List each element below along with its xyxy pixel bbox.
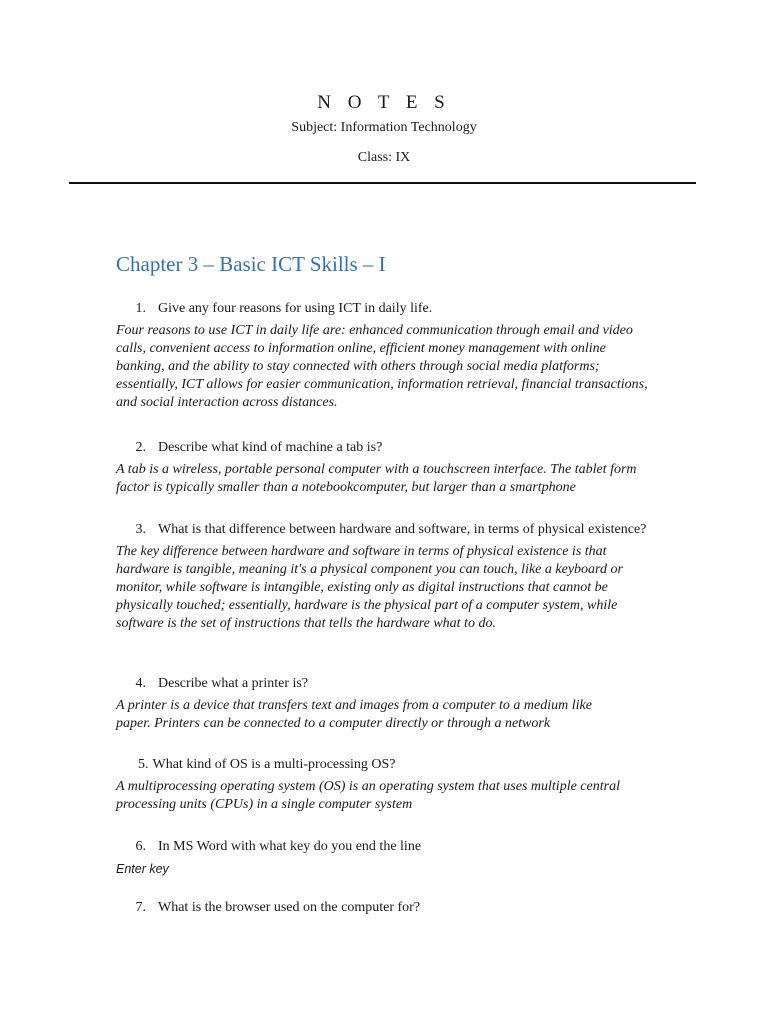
qa-item-3 (116, 521, 656, 633)
question-7 (116, 899, 656, 917)
question-text: What is the browser used on the computer for? (158, 900, 421, 915)
question-4 (116, 675, 656, 693)
subject-line: Subject: Information Technology (291, 120, 477, 135)
question-5 (116, 756, 656, 774)
question-number: 3. (135, 522, 146, 537)
question-6 (116, 838, 656, 856)
question-number: 1. (135, 301, 146, 316)
question-3 (116, 521, 656, 539)
question-text: In MS Word with what key do you end the line (158, 839, 422, 854)
question-number: 5. (138, 757, 149, 772)
answer-5: A multiprocessing operating system (OS) is an operating system that uses multiple central processing units (CPUs) in a single computer system (116, 779, 620, 812)
notes-title: N O T E S (317, 92, 451, 113)
header-divider (69, 182, 696, 184)
answer-4: A printer is a device that transfers text and images from a computer to a medium like paper. Printers can be connected to a computer directly or through a network (116, 698, 592, 731)
class-line: Class: IX (357, 150, 411, 165)
answer-1: Four reasons to use ICT in daily life are: enhanced communication through email and video calls, convenient access to information online, efficient money management with online banking, and the ability to stay connected with others through social media platforms; essentially, ICT allows for easier communication, information retrieval, financial transactions, and social interaction across distances. (116, 323, 648, 410)
chapter-heading: Chapter 3 – Basic ICT Skills – I (116, 252, 386, 276)
answer-6: Enter key (116, 862, 169, 876)
question-2 (116, 439, 656, 457)
question-1 (116, 300, 656, 318)
question-text: Describe what kind of machine a tab is? (158, 440, 383, 455)
question-text: Describe what a printer is? (158, 676, 309, 691)
qa-item-6 (116, 838, 656, 878)
question-text: What kind of OS is a multi-processing OS? (152, 757, 396, 772)
question-text: What is that difference between hardware and software, in terms of physical existence? (158, 522, 647, 537)
qa-item-2 (116, 439, 656, 497)
qa-item-1 (116, 300, 656, 412)
question-number: 6. (135, 839, 146, 854)
qa-item-5 (116, 756, 656, 814)
answer-2: A tab is a wireless, portable personal computer with a touchscreen interface. The tablet form factor is typically smaller than a notebookcomputer, but larger than a smartphone (116, 462, 637, 495)
qa-item-7 (116, 899, 656, 917)
question-number: 7. (135, 900, 146, 915)
qa-item-4 (116, 675, 656, 733)
question-text: Give any four reasons for using ICT in daily life. (158, 301, 433, 316)
answer-3: The key difference between hardware and software in terms of physical existence is that hardware is tangible, meaning it's a physical component you can touch, like a keyboard or monitor, while software is intangible, existing only as digital instructions that cannot be physically touched; essentially, hardware is the physical part of a computer system, while software is the set of instructions that tells the hardware what to do. (116, 544, 623, 631)
question-number: 4. (135, 676, 146, 691)
question-number: 2. (135, 440, 146, 455)
